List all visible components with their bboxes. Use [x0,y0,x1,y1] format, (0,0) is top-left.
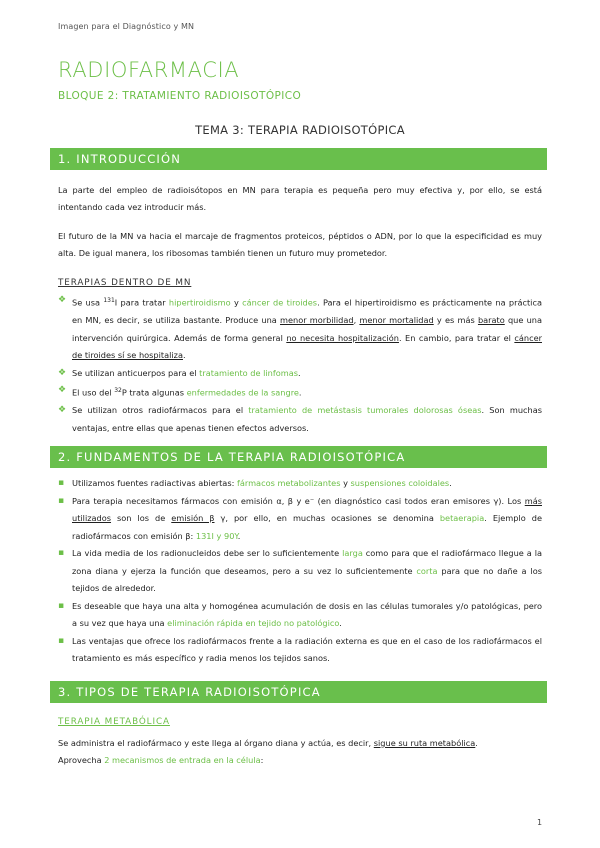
terapias-list [58,292,542,437]
page-number: 1 [537,818,543,827]
square-bullet-icon: ▪ [58,495,65,506]
square-bullet-icon: ▪ [58,478,65,488]
square-bullet-icon: ▪ [58,600,65,611]
list-item: ▪ Para terapia necesitamos fármacos con emisión α, β y e⁻ (en diagnóstico casi todos eran emisores γ). Los más utilizados son los de emisión β γ, por ello, en muchas ocasiones se denomina betaerapia. Ejemplo de radiofármacos con emisión β: 131I y 90Y. [58,493,542,546]
square-bullet-icon: ▪ [58,635,65,646]
document-subtitle: BLOQUE 2: TRATAMIENTO RADIOISOTÓPICO [58,90,302,102]
document-title: RADIOFARMACIA [58,58,240,82]
diamond-bullet-icon: ❖ [58,295,67,305]
tipos-paragraph-2: Aprovecha 2 mecanismos de entrada en la célula: [58,755,264,765]
list-item: ❖ El uso del $^{32}$P trata algunas enfermedades de la sangre. [58,382,542,402]
intro-paragraph-1: La parte del empleo de radioisótopos en MN para terapia es pequeña pero muy efectiva y, por ello, se está intentando cada vez introducir más. [58,185,542,212]
tipos-paragraph-1: Se administra el radiofármaco y este llega al órgano diana y actúa, es decir, sigue su ruta metabólica. [58,738,478,748]
subheading-terapia-metabolica: TERAPIA METABÓLICA [58,717,170,727]
section-heading-introduccion: 1. INTRODUCCIÓN [50,148,547,170]
section-heading-fundamentos: 2. FUNDAMENTOS DE LA TERAPIA RADIOISOTÓPICA [50,446,547,468]
list-item: ▪ Las ventajas que ofrece los radiofármacos frente a la radiación externa es que en el caso de los radiofármacos el tratamiento es más específico y radia menos los tejidos sanos. [58,633,542,668]
list-item: ❖ Se usa $^{131}$I para tratar hipertiroidismo y cáncer de tiroides. Para el hipertiroidismo es prácticamente na práctica en MN, es decir, se utiliza bastante. Produce una menor morbilidad, menor mortalidad y es más barato que una intervención quirúrgica. Además de forma general no necesita hospitalización. En cambio, para tratar el cáncer de tiroides sí se hospitaliza. [58,292,542,365]
subheading-terapias-mn: TERAPIAS DENTRO DE MN [58,278,192,288]
list-item: ▪ Utilizamos fuentes radiactivas abiertas: fármacos metabolizantes y suspensiones coloidales. [58,475,542,493]
list-item: ❖ Se utilizan anticuerpos para el tratamiento de linfomas. [58,365,542,383]
diamond-bullet-icon: ❖ [58,385,67,396]
header-note: Imagen para el Diagnóstico y MN [58,22,195,31]
diamond-bullet-icon: ❖ [58,405,67,416]
section-heading-tipos: 3. TIPOS DE TERAPIA RADIOISOTÓPICA [50,681,547,703]
topic-title: TEMA 3: TERAPIA RADIOISOTÓPICA [195,123,405,137]
list-item: ▪ La vida media de los radionucleidos debe ser lo suficientemente larga como para que el radiofármaco llegue a la zona diana y ejerza la función que deseamos, pero a su vez lo suficientemente corta para que no dañe a los tejidos de alrededor. [58,545,542,598]
intro-paragraph-2: El futuro de la MN va hacia el marcaje de fragmentos proteicos, péptidos o ADN, por lo que la especificidad es muy alta. De igual manera, los ribosomas también tienen un futuro muy prometedor. [58,231,542,258]
fundamentos-list [58,475,542,668]
diamond-bullet-icon: ❖ [58,367,67,378]
list-item: ❖ Se utilizan otros radiofármacos para el tratamiento de metástasis tumorales dolorosas óseas. Son muchas ventajas, entre ellas que apenas tienen efectos adversos. [58,402,542,437]
list-item: ▪ Es deseable que haya una alta y homogénea acumulación de dosis en las células tumorales y/o patológicas, pero a su vez que haya una eliminación rápida en tejido no patológico. [58,598,542,633]
square-bullet-icon: ▪ [58,548,65,558]
